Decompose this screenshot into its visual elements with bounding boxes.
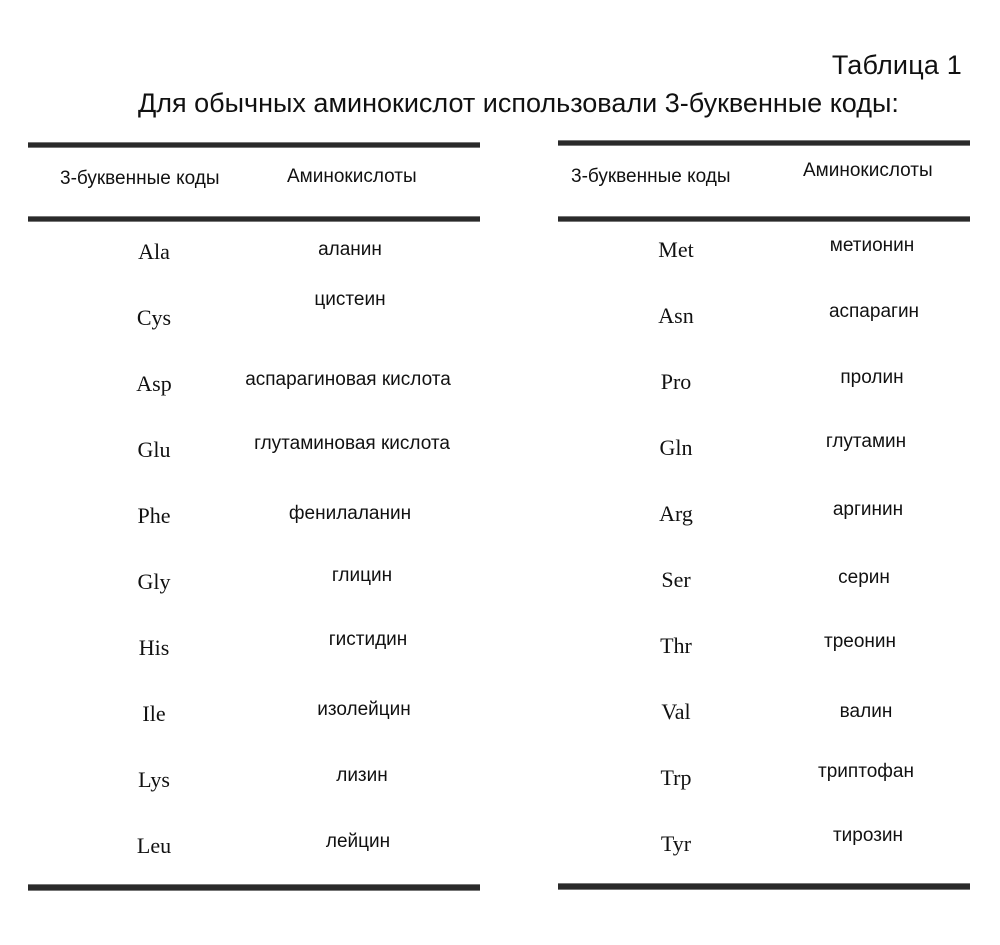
amino-name: глутамин [825, 431, 907, 452]
table-row [28, 545, 480, 594]
amino-name: пролин [840, 367, 904, 388]
left-bottom-rule [28, 884, 480, 891]
table-row [28, 743, 480, 792]
table-row [558, 611, 970, 658]
amino-name: лейцин [325, 831, 391, 852]
amino-code: Phe [137, 503, 171, 528]
amino-code: His [138, 635, 170, 660]
amino-name: глутаминовая кислота [254, 433, 450, 454]
table-row [558, 743, 970, 790]
amino-code: Val [661, 699, 691, 724]
table-row [558, 545, 970, 592]
table-number: Таблица 1 [831, 50, 962, 80]
right-top-rule [558, 140, 970, 146]
amino-name: метионин [829, 235, 915, 256]
amino-code: Thr [660, 633, 692, 658]
table-row [558, 809, 970, 856]
amino-code: Asp [136, 371, 172, 396]
table-row [558, 347, 970, 394]
table-row [28, 479, 480, 528]
table-caption: Для обычных аминокислот использовали 3-буквенные коды: [138, 88, 899, 118]
amino-code: Gln [659, 435, 693, 460]
amino-name: серин [838, 567, 890, 588]
amino-code: Pro [660, 369, 692, 394]
table-row [558, 281, 970, 328]
table-row [558, 479, 970, 526]
amino-code: Lys [138, 767, 170, 792]
amino-code: Cys [136, 305, 172, 330]
amino-code: Gly [137, 569, 171, 594]
amino-code: Leu [136, 833, 172, 858]
amino-name: аланин [318, 239, 382, 260]
left-top-rule [28, 142, 480, 148]
amino-code: Glu [137, 437, 171, 462]
table-row [28, 281, 480, 330]
amino-code: Asn [658, 303, 694, 328]
amino-name: лизин [336, 765, 388, 786]
amino-name: цистеин [314, 289, 386, 310]
right-bottom-rule [558, 883, 970, 890]
table-row [28, 215, 480, 264]
table-row [28, 677, 480, 726]
amino-name: треонин [823, 631, 897, 652]
amino-code: Arg [659, 501, 693, 526]
amino-name: изолейцин [317, 699, 411, 720]
left-column-header-code: 3-буквенные коды [60, 168, 220, 189]
amino-code: Tyr [660, 831, 692, 856]
table-row [558, 413, 970, 460]
amino-code: Trp [660, 765, 692, 790]
amino-name: валин [839, 701, 893, 722]
table-row [28, 347, 480, 396]
right-column-header-code: 3-буквенные коды [571, 166, 731, 187]
amino-name: аспарагиновая кислота [245, 369, 451, 390]
amino-code: Ile [142, 701, 166, 726]
table-row [28, 809, 480, 858]
amino-code: Ser [661, 567, 691, 592]
amino-name: глицин [331, 565, 393, 586]
table-row [558, 677, 970, 724]
amino-name: аспарагин [828, 301, 920, 322]
amino-name: аргинин [832, 499, 904, 520]
amino-code: Ala [138, 239, 170, 264]
right-column-header-amino: Аминокислоты [803, 160, 933, 181]
table-row [28, 611, 480, 660]
table-row [28, 413, 480, 462]
amino-name: фенилаланин [288, 503, 412, 524]
amino-name: гистидин [328, 629, 408, 650]
left-column-header-amino: Аминокислоты [287, 166, 417, 187]
amino-code: Met [658, 237, 694, 262]
table-row [558, 215, 970, 262]
amino-name: тирозин [832, 825, 904, 846]
amino-name: триптофан [818, 761, 914, 782]
